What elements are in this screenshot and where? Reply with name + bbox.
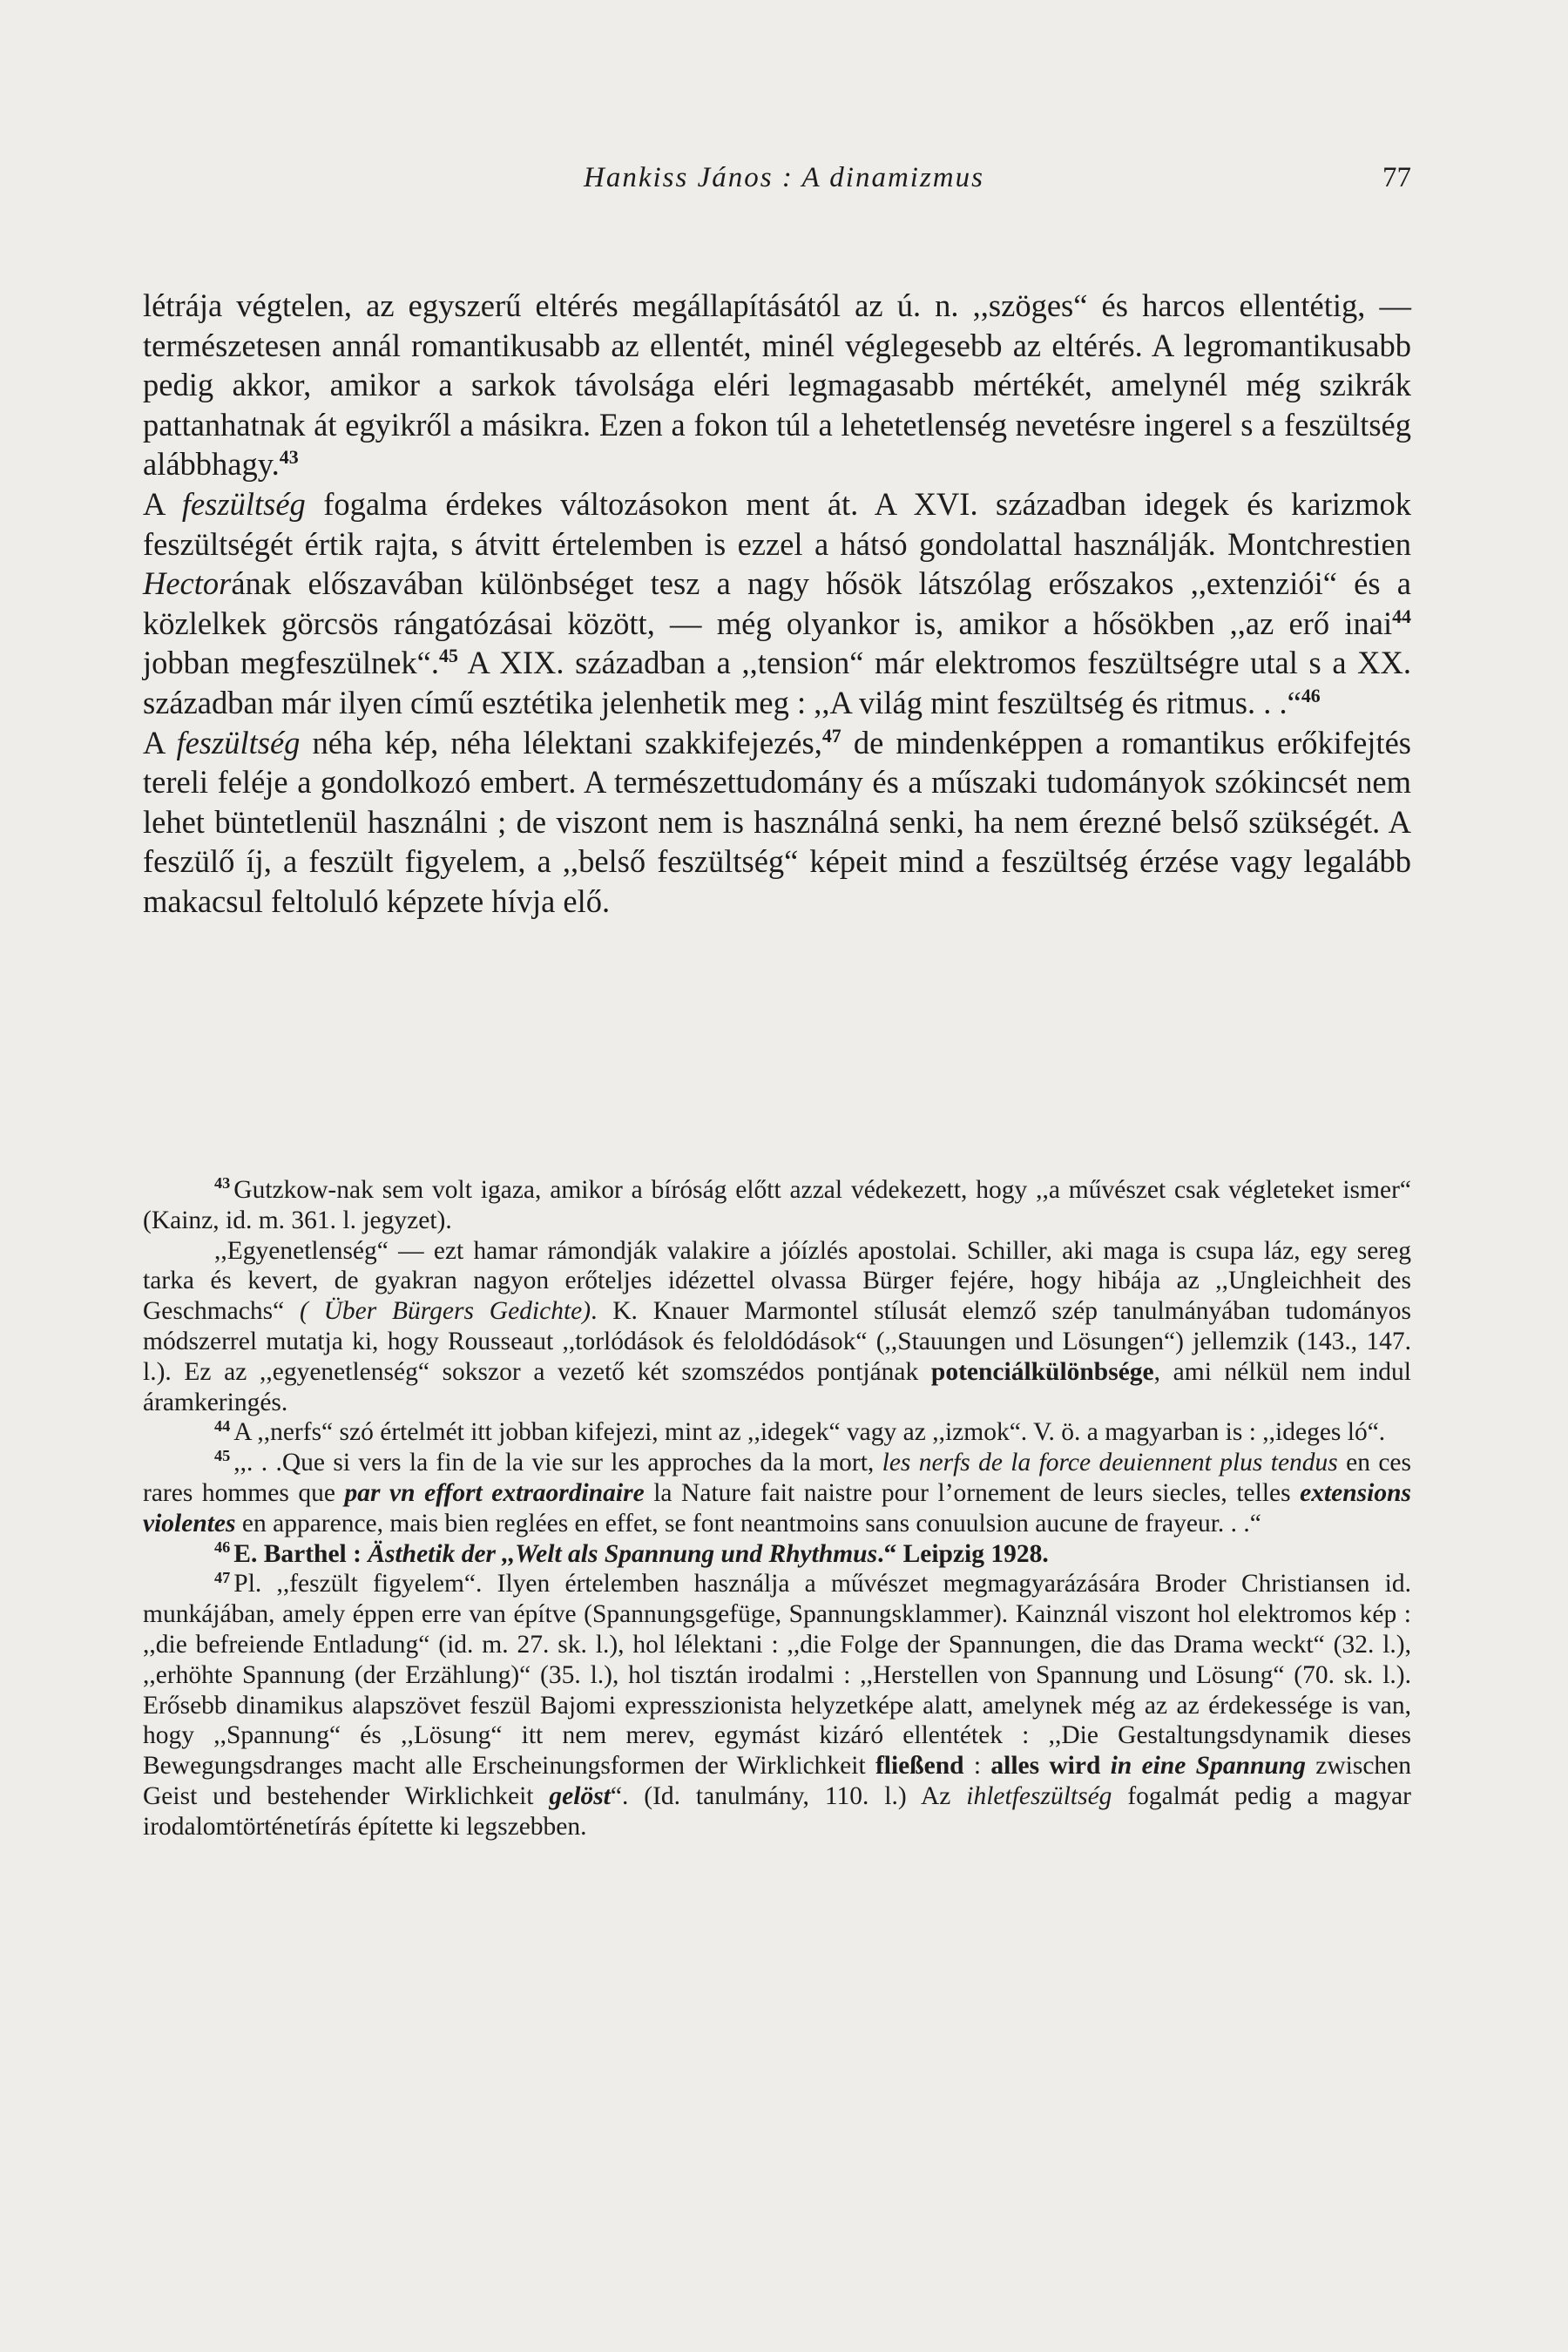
paragraph-2: A feszültség fogalma érdekes változásokon ment át. A XVI. században idegek és karizmok feszültségét értik rajta, s átvitt értelemben is ezzel a hátsó gondolattal használják. Montchrestien Hectorának előszavában különbséget tesz a nagy hősök látszólag erőszakos ,,extenziói“ és a közlelkek görcsös rángatózásai között, — még olyankor is, amikor a hősökben ,,az erő inai$^{44}$ jobban megfeszülnek“.$^{45}$ A XIX. században a ,,tension“ már elektromos feszültségre utal s a XX. században már ilyen című esztétika jelenhetik meg : ,,A világ mint feszültség és ritmus. . .“$^{46}$ — [143, 485, 1412, 720]
paragraph-1: létrája végtelen, az egyszerű eltérés megállapításától az ú. n. ,,szöges“ és harcos ellentétig, — természetesen annál romantikusabb az ellentét, minél véglegesebb az eltérés. A legromantikusabb pedig akkor, amikor a sarkok távolsága eléri legmagasabb mértékét, amelynél még szikrák pattanhatnak át egyikről a másikra. Ezen a fokon túl a lehetetlenség nevetésre ingerel s a feszültség alábbhagy.$^{43}$ — [143, 287, 1411, 483]
footnote-ref-46: 46 — [1301, 684, 1321, 706]
footnote-ref-44: 44 — [1392, 605, 1411, 627]
paragraph-3: A feszültség néha kép, néha lélektani szakkifejezés,$^{47}$ de mindenképpen a romantikus erőkifejtés tereli feléje a gondolkozó embert. A természettudomány és a műszaki tudományok szókincsét nem lehet büntetlenül használni ; de viszont nem is használná senki, ha nem érezné belső szükségét. A feszülő íj, a feszült figyelem, a ,,belső feszültség“ képeit mind a feszültség érzése vagy legalább makacsul feltoluló képzete hívja elő. — [143, 724, 1411, 919]
running-title: Hankiss János : A dinamizmus — [584, 162, 984, 193]
main-text — [143, 286, 1411, 922]
footnotes — [143, 1175, 1411, 1842]
footnote-ref-47: 47 — [821, 724, 841, 747]
footnote-ref-45: 45 — [439, 645, 458, 667]
running-head — [0, 162, 1568, 206]
footnote-43-continued: ,,Egyenetlenség“ — ezt hamar rámondják valakire a jóízlés apostolai. Schiller, aki maga is csupa láz, egy sereg tarka és kevert, de gyakran nagyon erőteljes idézettel olvassa Bürger fejére, hogy hibája az ,,Ungleichheit des Geschmachs“ ( Über Bürgers Gedichte). K. Knauer Marmontel stílusát elemző szép tanulmányában tudományos módszerrel mutatja ki, hogy Rousseaut ,,torlódások és feloldódások“ (,,Stauungen und Lösungen“) jellemzik (143., 147. l.). Ez az ,,egyenetlenség“ sokszor a vezető két szomszédos pontjának potenciálkülönbsége, ami nélkül nem indul áramkeringés. — [143, 1236, 1411, 1416]
footnote-47: $^{47}$ Pl. ,,feszült figyelem“. Ilyen értelemben használja a művészet megmagyarázására Broder Christiansen id. munkájában, amely éppen erre van építve (Spannungsgefüge, Spannungsklammer). Kainznál viszont hol elektromos kép : ,,die befreiende Entladung“ (id. m. 27. sk. l.), hol lélektani : ,,die Folge der Spannungen, die das Drama weckt“ (32. l.), ,,erhöhte Spannung (der Erzählung)“ (35. l.), hol tisztán irodalmi : ,,Herstellen von Spannung und Lösung“ (70. sk. l.). Erősebb dinamikus alapszövet feszül Bajomi expresszionista helyzetképe alatt, amelynek még az az érdekessége is van, hogy ,,Spannung“ és ,,Lösung“ itt nem merev, egymást kizáró ellentétek : ,,Die Gestaltungsdynamik dieses Bewegungsdranges macht alle Erscheinungsformen der Wirklichkeit fließend : alles wird in eine Spannung zwischen Geist und bestehender Wirklichkeit gelöst“. (Id. tanulmány, 110. l.) Az ihletfeszültség fogalmát pedig a magyar irodalomtörténetírás építette ki legszebben. — [143, 1568, 1412, 1841]
footnote-44: $^{44}$ A ,,nerfs“ szó értelmét itt jobban kifejezi, mint az ,,idegek“ vagy az ,,izmok“. V. ö. a magyarban is : ,,ideges ló“. — [214, 1416, 1386, 1447]
footnote-43: $^{43}$ Gutzkow-nak sem volt igaza, amikor a bíróság előtt azzal védekezett, hogy ,,a művészet csak végleteket ismer“ (Kainz, id. m. 361. l. jegyzet). — [143, 1174, 1411, 1234]
footnote-ref-43: 43 — [279, 446, 299, 469]
footnote-46: $^{46}$ E. Barthel : Ästhetik der ,,Welt als Spannung und Rhythmus.“ Leipzig 1928. — [214, 1538, 1049, 1568]
footnote-45: $^{45}$ ,,. . .Que si vers la fin de la vie sur les approches da la mort, les nerfs de la force deuiennent plus tendus en ces rares hommes que par vn effort extraordinaire la Nature fait naistre pour l’ornement de leurs siecles, telles extensions violentes en apparence, mais bien reglées en effet, se font neantmoins sans conuulsion aucune de frayeur. . .“ — [143, 1447, 1411, 1538]
page-number: 77 — [1382, 162, 1411, 193]
